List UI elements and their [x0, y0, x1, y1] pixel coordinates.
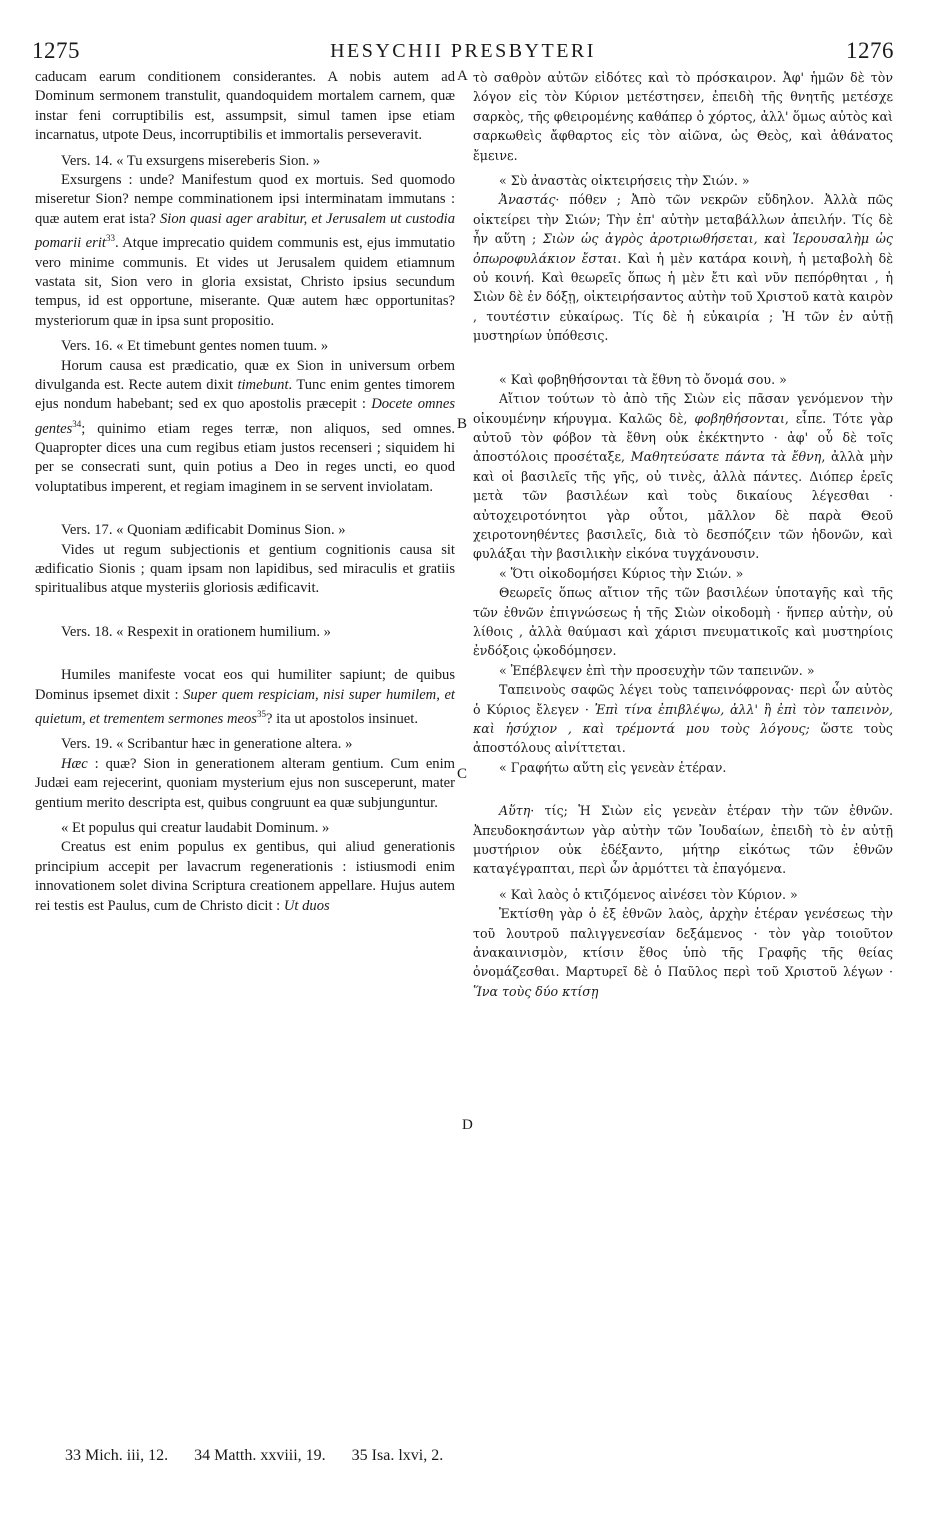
text: Ταπεινοὺς σαφῶς λέγει τοὺς ταπεινόφρονας· περὶ ὧν αὐτὸς ὁ Κύριος ἔλεγεν ·: [473, 682, 893, 717]
latin-paragraph: [35, 838, 455, 916]
greek-paragraph: [473, 904, 893, 1001]
verse-heading: « Ὅτι οἰκοδομήσει Κύριος τὴν Σιών. »: [499, 565, 744, 581]
latin-paragraph: [35, 357, 455, 498]
footnote-ref: 35: [256, 709, 266, 720]
text: . Tunc enim gentes timorem ejus nondum habebant; sed ex quo apostolis præcepit :: [35, 376, 455, 413]
verse-heading: « Σὺ ἀναστὰς οἰκτειρήσεις τὴν Σιών. »: [499, 173, 750, 189]
verse-heading: Vers. 17. « Quoniam ædificabit Dominus Sion. »: [61, 522, 346, 539]
footnote: 33 Mich. iii, 12.: [65, 1447, 169, 1464]
latin-paragraph: [35, 666, 455, 729]
scripture-quote: Hæc: [61, 755, 88, 772]
page-number-right: 1276: [846, 38, 894, 63]
text: ; quinimo etiam reges terræ, non aliquos, sed omnes. Quapropter dices una cum regibus etiam justos recenseri ; siquidem hi per se consecrati sunt, quin potius a Deo in reges uncti, eo quod voluptatibus imperent, et regiam imaginem in se servent inviolatam.: [35, 420, 455, 495]
text: : quæ? Sion in generationem alteram gentium. Cum enim Judæi eam rejecerint, quoniam mysterium ejus non susceperunt, mater gentium merito descripta est, quibus congruunt ea quæ subjunguntur.: [35, 755, 456, 811]
verse-heading: Vers. 16. « Et timebunt gentes nomen tuum. »: [61, 338, 329, 355]
scripture-quote: Ἵνα τοὺς δύο κτίσῃ: [473, 983, 599, 999]
text: Ἐκτίσθη γὰρ ὁ ἐξ ἐθνῶν λαὸς, ἀρχὴν ἑτέραν γενέσεως τὴν τοῦ λουτροῦ παλιγγενεσίαν δεξάμενος · τὸν γὰρ τοιοῦτον ἀνακαινισμὸν, κτίσιν ἔθος ὑπὸ τῆς Γραφῆς τῆς θείας ὀνομάζεσθαι. Μαρτυρεῖ δὲ ὁ Παῦλος περὶ τοῦ Χριστοῦ λέγων ·: [473, 906, 893, 980]
text: ? ita ut apostolos insinuet.: [265, 710, 418, 727]
footnote: 35 Isa. lxvi, 2.: [351, 1447, 444, 1464]
scripture-quote: φοβηθήσονται: [694, 410, 785, 426]
verse-heading: « Καὶ φοβηθήσονται τὰ ἔθνη τὸ ὄνομά σου. »: [499, 371, 787, 387]
scripture-quote: Αὕτη: [499, 803, 531, 819]
footnote: 34 Matth. xxviii, 19.: [194, 1447, 326, 1464]
scripture-quote: Sion quasi ager arabitur, et Jerusalem ut custodia pomarii erit: [35, 210, 455, 252]
text: Αἴτιον τούτων τὸ ἀπὸ τῆς Σιὼν εἰς πᾶσαν γενόμενον τὴν οἰκουμένην κήρυγμα. Καλῶς δὲ,: [473, 391, 893, 426]
verse-heading: « Et populus qui creatur laudabit Dominum. »: [61, 819, 330, 836]
latin-paragraph: caducam earum conditionem considerantes. A nobis autem ad Dominum sermonem transtulit, quandoquidem mortalem carnem, quæ instar feni corruptibilis est, assumpsit, simul tamen ipse etiam incarnatus, utpote Deus, incorruptibilis et immortalis perseveravit.: [35, 69, 455, 144]
greek-paragraph: [473, 389, 893, 564]
text: · πόθεν ; Ἀπὸ τῶν νεκρῶν εὔδηλον. Ἀλλὰ πῶς οἰκτείρει τὴν Σιών; Τὴν ἐπ' αὐτὴν μεταβάλλων ἀπειλήν. Τίς δὲ ἦν αὕτη ;: [473, 192, 893, 247]
scripture-quote: Super quem respiciam, nisi super humilem, et quietum, et trementem sermones meos: [35, 686, 455, 727]
verse-heading: « Γραφήτω αὕτη εἰς γενεὰν ἑτέραν.: [499, 759, 727, 775]
scripture-quote: Ἐπὶ τίνα ἐπιβλέψω, ἀλλ' ἢ ἐπὶ τὸν ταπεινὸν, καὶ ἡσύχιον , καὶ τρέμοντά μου τοὺς λόγους;: [473, 701, 893, 736]
margin-marker-d: D: [462, 1117, 473, 1133]
verse-heading: « Καὶ λαὸς ὁ κτιζόμενος αἰνέσει τὸν Κύριον. »: [499, 886, 798, 902]
text: Horum causa est prædicatio, quæ ex Sion in universum orbem divulganda est. Recte autem dixit: [35, 357, 455, 393]
verse-heading: « Ἐπέβλεψεν ἐπὶ τὴν προσευχὴν τῶν ταπεινῶν. »: [499, 662, 815, 678]
text: Humiles manifeste vocat eos qui humiliter sapiunt; de quibus Dominus ipsemet dixit :: [35, 667, 455, 703]
text: Creatus est enim populus ex gentibus, qui aliud generationis principium accepit per lavacrum regenerationis : istiusmodi enim innovationem solet divina Scriptura creationem appellare. Hujus autem rei testis est Paulus, cum de Christo dicit :: [35, 839, 455, 914]
text: . Atque imprecatio quidem communis est, ejus immutatio vero minime communis. Et vides ut Jerusalem quidem etiamnum vastata sit, Sion vero in gloria exsistat, Christo ipsius secundum tempus, id est opportune, miserante. Quæ autem hæc opportunitas? mysteriorum quæ in ipsa sunt propositio.: [35, 235, 456, 329]
text: Exsurgens : unde? Manifestum quod ex mortuis. Sed quomodo miseretur Sion? nempe comminationem ipsi interminatam immutans : quæ autem erat ista?: [35, 172, 455, 227]
margin-marker-c: C: [457, 766, 468, 782]
text: Καὶ ἡ μὲν κατάρα κοινὴ, ἡ μεταβολὴ δὲ οὐ κοινή. Καὶ θεωρεῖς ὅπως ἡ μὲν ἔτι καὶ νῦν πεπόρθηται , ἡ Σιὼν δὲ ἐν δόξῃ, οἰκτειρήσαντος αὐτὴν τοῦ Χριστοῦ κατὰ καιρὸν , τουτέστιν εὐκαίρως. Τίς δὲ ἡ εὐκαιρία ; Ἡ τῶν ἐν αὐτῇ μυστηρίων ὑπόθεσις.: [473, 250, 894, 344]
latin-paragraph: [35, 171, 455, 331]
text: · τίς; Ἡ Σιὼν εἰς γενεὰν ἑτέραν τὴν τῶν ἐθνῶν. Ἀπευδοκησάντων γὰρ αὐτὴν τῶν Ἰουδαίων, ἐπειδὴ τὸ ἐν αὐτῇ μυστήριον οὐκ ἐδέξαντο, μήτηρ εἰκότως τῶν ἐθνῶν καταγέγραπται, περὶ ὧν ἁρμόττει τὰ ἐπαγόμενα.: [473, 803, 893, 877]
verse-heading: Vers. 14. « Tu exsurgens misereberis Sion. »: [61, 152, 321, 169]
text: ὥστε τοὺς ἀποστόλους αἰνίττεται.: [473, 721, 893, 756]
margin-marker-a: A: [457, 68, 468, 84]
page-number-left: 1275: [32, 38, 80, 63]
greek-paragraph: [473, 190, 893, 345]
latin-column: [35, 68, 455, 916]
scripture-quote: Ut duos: [283, 897, 330, 914]
greek-column: [473, 68, 893, 1001]
latin-paragraph: [35, 755, 455, 813]
scripture-quote: Ἀναστάς: [499, 192, 556, 208]
text: , εἶπε. Τότε γὰρ αὐτοῦ τὸν φόβον τὰ ἔθνη οὐκ ἐκέκτηντο · ἀφ' οὗ δὲ τοῖς ἀποστόλοις προσέταξε,: [473, 410, 893, 465]
greek-paragraph: τὸ σαθρὸν αὐτῶν εἰδότες καὶ τὸ πρόσκαιρον. Ἀφ' ἡμῶν δὲ τὸν λόγον εἰς τὸν Κύριον μετέστησεν, ἐπειδὴ τῆς θνητῆς μετέσχε σαρκὸς, τῆς φθειρομένης καθάπερ ὁ χόρτος, ἀλλ' ὅμως αὐτὸς καὶ σαρκωθεὶς ἄφθαρτος εἰς τὸν αἰῶνα, ὡς Θεὸς, καὶ ἀθάνατος ἔμεινε.: [473, 70, 893, 163]
footnotes: [65, 1447, 825, 1465]
greek-paragraph: [473, 680, 893, 758]
text: , ἀλλὰ μὴν καὶ οἱ βασιλεῖς τῆς γῆς, οὐ τινὲς, ἀλλὰ πάντες. Διόπερ ἐρεῖς μετὰ τῶν βασιλέων καὶ τοὺς δικαίους λέγεσθαι · αὐτοχειροτόνητοι γὰρ οὗτοι, μᾶλλον δὲ παρὰ Θεοῦ χειροτονηθέντες βασιλεῖς, διὰ τὸ δεσπόζειν τῶν ἡδονῶν, καὶ φυλάξαι τὴν βασιλικὴν εἰκόνα τυγχάνουσιν.: [473, 449, 893, 562]
footnote-ref: 34: [72, 418, 82, 429]
footnote-ref: 33: [105, 233, 115, 244]
latin-paragraph: Vides ut regum subjectionis et gentium cognitionis causa sit ædificatio Sionis ; quam ipsam non lapidibus, sed miraculis et gratiis spiritualibus atque mysteriis gloriosis ædificavit.: [35, 541, 455, 597]
scripture-quote: Σιὼν ὡς ἀγρὸς ἀροτριωθήσεται, καὶ Ἱερουσαλὴμ ὡς ὀπωροφυλάκιον ἔσται.: [473, 231, 893, 266]
verse-heading: Vers. 18. « Respexit in orationem humilium. »: [61, 623, 331, 640]
running-title: HESYCHII PRESBYTERI: [330, 40, 596, 62]
greek-paragraph: Θεωρεῖς ὅπως αἴτιον τῆς τῶν βασιλέων ὑποταγῆς καὶ τῆς τῶν ἐθνῶν ἐπιγνώσεως ἡ τῆς Σιὼν οἰκοδομὴ · ἥνπερ αὐτὴν, οὐ λίθοις , ἀλλὰ θαύμασι καὶ χάρισι πνευματικοῖς καὶ μυστηρίοις ἐνδόξοις ᾠκοδόμησεν.: [473, 585, 893, 659]
scripture-quote: Docete omnes gentes: [35, 396, 455, 437]
page-header: [32, 38, 894, 68]
scripture-quote: timebunt: [237, 376, 289, 393]
greek-paragraph: [473, 801, 893, 879]
scripture-quote: Μαθητεύσατε πάντα τὰ ἔθνη: [630, 449, 822, 465]
verse-heading: Vers. 19. « Scribantur hæc in generatione altera. »: [61, 736, 353, 753]
margin-marker-b: B: [457, 416, 468, 432]
